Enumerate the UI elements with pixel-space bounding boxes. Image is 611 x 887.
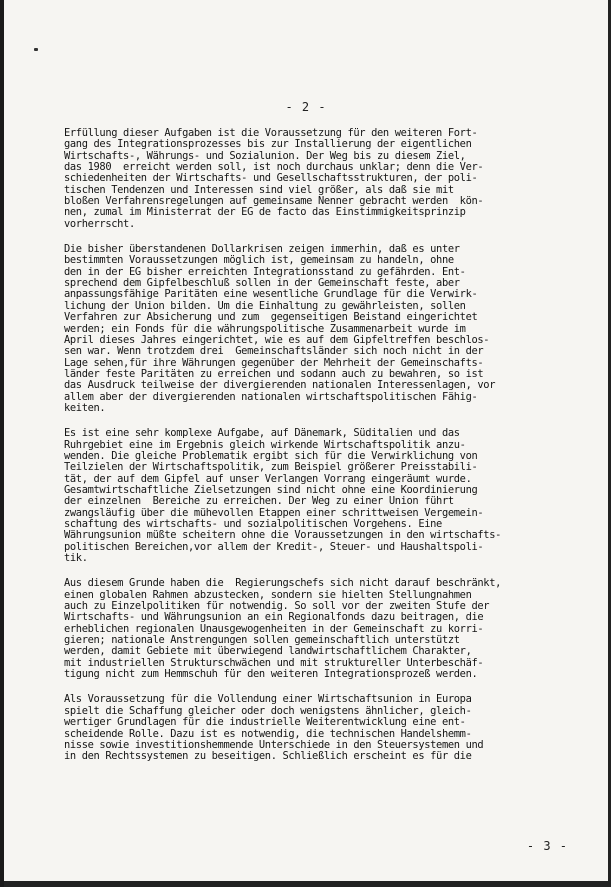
text-line: einen globalen Rahmen abzustecken, sondern sie hielten Stellungnahmen <box>64 588 472 601</box>
text-line: politischen Bereichen,vor allem der Kredit-, Steuer- und Haushaltspoli- <box>64 540 484 553</box>
paragraph <box>64 694 592 762</box>
text-line: Ruhrgebiet eine im Ergebnis gleich wirkende Wirtschaftspolitik anzu- <box>64 438 466 451</box>
text-line: allem aber der divergierenden nationalen wirtschaftspolitischen Fähig- <box>64 390 478 403</box>
text-line: auch zu Einzelpolitiken für notwendig. So soll vor der zweiten Stufe der <box>64 600 490 613</box>
paragraph <box>64 128 592 230</box>
text-line: tik. <box>64 552 88 565</box>
text-line: tischen Tendenzen und Interessen sind viel größer, als daß sie mit <box>64 183 454 196</box>
body-text <box>64 128 592 777</box>
text-line: in den Rechtssystemen zu beseitigen. Schließlich erscheint es für die <box>64 750 472 763</box>
text-line: zwangsläufig über die mühevollen Etappen einer schrittweisen Vergemein- <box>64 506 484 519</box>
text-line: den in der EG bisher erreichten Integrationsstand zu gefährden. Ent- <box>64 265 466 278</box>
text-line: gang des Integrationsprozesses bis zur Installierung der eigentlichen <box>64 138 472 151</box>
text-line: nen, zumal im Ministerrat der EG de facto das Einstimmigkeitsprinzip <box>64 206 466 219</box>
text-line: der einzelnen Bereiche zu erreichen. Der Weg zu einer Union führt <box>64 495 454 508</box>
text-line: scheidende Rolle. Dazu ist es notwendig, die technischen Handelshemm- <box>64 727 472 740</box>
text-line: tigung nicht zum Hemmschuh für den weiteren Integrationsprozeß werden. <box>64 668 478 681</box>
text-line: gieren; nationale Anstrengungen sollen gemeinschaftlich unterstützt <box>64 634 460 647</box>
paragraph <box>64 244 592 414</box>
text-line: werden; ein Fonds für die währungspolitische Zusammenarbeit wurde im <box>64 322 466 335</box>
text-line: mit industriellen Strukturschwächen und mit struktureller Unterbeschäf- <box>64 656 484 669</box>
text-line: schaftung des wirtschafts- und sozialpolitischen Vorgehens. Eine <box>64 518 442 530</box>
text-line: nisse sowie investitionshemmende Unterschiede in den Steuersystemen und <box>64 738 484 751</box>
text-line: Aus diesem Grunde haben die Regierungschefs sich nicht darauf beschränkt, <box>64 577 502 590</box>
text-line: Wirtschafts- und Währungsunion an ein Regionalfonds dazu beitragen, die <box>64 611 484 624</box>
text-line: wenden. Die gleiche Problematik ergibt sich für die Verwirklichung von <box>64 449 478 462</box>
text-line: tät, der auf dem Gipfel auf unser Verlangen Vorrang eingeräumt wurde. <box>64 472 472 485</box>
paragraph <box>64 428 592 564</box>
text-line: vorherrscht. <box>64 217 135 230</box>
paragraph <box>64 578 592 680</box>
text-line: werden, damit Gebiete mit überwiegend landwirtschaftlichem Charakter, <box>64 645 472 658</box>
text-line: Wirtschafts-, Währungs- und Sozialunion. Der Weg bis zu diesem Ziel, <box>64 149 466 162</box>
scan-edge-shadow <box>4 881 608 887</box>
text-line: sprechend dem Gipfelbeschluß sollen in der Gemeinschaft feste, aber <box>64 277 460 290</box>
text-line: Die bisher überstandenen Dollarkrisen zeigen immerhin, daß es unter <box>64 243 460 256</box>
text-line: Teilzielen der Wirtschaftspolitik, zum Beispiel größerer Preisstabili- <box>64 461 478 474</box>
next-page-marker: - 3 - <box>526 839 568 853</box>
text-line: keiten. <box>64 401 106 414</box>
text-line: erheblichen regionalen Unausgewogenheiten in der Gemeinschaft zu korri- <box>64 622 484 635</box>
text-line: anpassungsfähige Paritäten eine wesentliche Grundlage für die Verwirk- <box>64 288 478 301</box>
text-line: das 1980 erreicht werden soll, ist noch durchaus unklar; denn die Ver- <box>64 161 484 174</box>
text-line: bloßen Verfahrensregelungen auf gemeinsame Nenner gebracht werden kön- <box>64 195 484 208</box>
text-line: Lage sehen,für ihre Währungen gegenüber der Mehrheit der Gemeinschafts- <box>64 356 484 369</box>
text-line: lichung der Union bilden. Um die Einhaltung zu gewährleisten, sollen <box>64 299 466 312</box>
text-line: bestimmten Voraussetzungen möglich ist, gemeinsam zu handeln, ohne <box>64 254 454 267</box>
text-line: das Ausdruck teilweise der divergierenden nationalen Interessenlagen, vor <box>64 379 496 392</box>
text-line: wertiger Grundlagen für die industrielle Weiterentwicklung eine ent- <box>64 716 466 729</box>
page-number-top: - 2 - <box>285 100 327 114</box>
text-line: schiedenheiten der Wirtschafts- und Gesellschaftsstrukturen, der poli- <box>64 172 478 185</box>
text-line: länder feste Paritäten zu erreichen und sodann auch zu bewahren, so ist <box>64 367 484 380</box>
text-line: sen war. Wenn trotzdem drei Gemeinschaftsländer sich noch nicht in der <box>64 345 484 358</box>
text-line: Als Voraussetzung für die Vollendung einer Wirtschaftsunion in Europa <box>64 693 472 706</box>
text-line: Erfüllung dieser Aufgaben ist die Voraussetzung für den weiteren Fort- <box>64 127 478 139</box>
scan-speck <box>34 48 38 51</box>
text-line: Verfahren zur Absicherung und zum gegenseitigen Beistand eingerichtet <box>64 311 478 324</box>
text-line: April dieses Jahres eingerichtet, wie es auf dem Gipfeltreffen beschlos- <box>64 333 490 346</box>
text-line: Währungsunion müßte scheitern ohne die Voraussetzungen in den wirtschafts- <box>64 529 502 542</box>
text-line: Es ist eine sehr komplexe Aufgabe, auf Dänemark, Süditalien und das <box>64 427 460 440</box>
text-line: spielt die Schaffung gleicher oder doch wenigstens ähnlicher, gleich- <box>64 704 472 717</box>
text-line: Gesamtwirtschaftliche Zielsetzungen sind nicht ohne eine Koordinierung <box>64 483 478 496</box>
